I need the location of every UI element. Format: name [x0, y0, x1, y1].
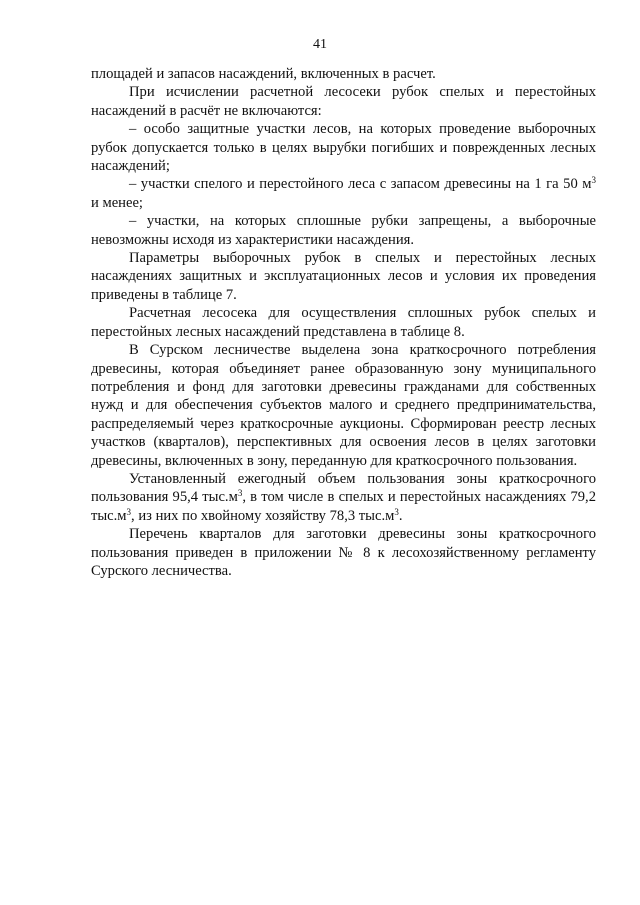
annual-volume-text-d: . — [398, 507, 403, 524]
paragraph-continuation: площадей и запасов насаждений, включенных в расчет. — [91, 66, 436, 82]
paragraph-annual-volume — [91, 470, 596, 525]
superscript-cubic: 3 — [394, 506, 399, 517]
superscript-cubic: 3 — [237, 488, 243, 499]
paragraph-exclusions-intro: При исчислении расчетной лесосеки рубок спелых и перестойных насаждений в расчёт не включаются: — [91, 84, 596, 119]
list-item-protective-areas: – особо защитные участки лесов, на которых проведение выборочных рубок допускается только в целях вырубки погибших и поврежденных лесных насаждений; — [91, 121, 596, 175]
annual-volume-text-c: , из них по хвойному хозяйству 78,3 тыс.м — [131, 507, 395, 524]
list-item-low-stock-tail: и менее; — [91, 194, 143, 211]
page-number: 41 — [313, 37, 327, 52]
list-item-low-stock-areas — [91, 175, 596, 212]
annual-volume-text-b: , в том числе в спелых и перестойных насаждениях 79,2 тыс.м — [91, 489, 597, 524]
paragraph-quarters-list: Перечень кварталов для заготовки древесины зоны краткосрочного пользования приведен в приложении № 8 к лесохозяйственному регламенту Сурского лесничества. — [91, 526, 596, 579]
paragraph-clear-cutting: Расчетная лесосека для осуществления сплошных рубок спелых и перестойных лесных насаждений представлена в таблице 8. — [91, 305, 596, 340]
paragraph-selective-cutting: Параметры выборочных рубок в спелых и перестойных лесных насаждениях защитных и эксплуатационных лесов и условия их проведения приведены в таблице 7. — [91, 250, 596, 303]
document-body — [91, 65, 596, 580]
superscript-cubic: 3 — [591, 175, 596, 186]
paragraph-short-term-zone: В Сурском лесничестве выделена зона краткосрочного потребления древесины, которая объединяет ранее образованную зону муниципального потребления и фонд для заготовки древесины гражданами для собственных нужд и для обеспечения субъектов малого и среднего предпринимательства, распределяемый через краткосрочные аукционы. Сформирован реестр лесных участков (кварталов), перспективных для освоения лесов в целях заготовки древесины, включенных в зону, переданную для краткосрочного пользования. — [91, 342, 596, 469]
superscript-cubic: 3 — [126, 506, 132, 517]
list-item-prohibited-areas: – участки, на которых сплошные рубки запрещены, а выборочные невозможны исходя из характеристики насаждения. — [91, 213, 596, 248]
list-item-low-stock-text: – участки спелого и перестойного леса с запасом древесины на 1 га 50 м — [129, 176, 592, 193]
annual-volume-text-a: Установленный ежегодный объем пользования зоны краткосрочного пользования 95,4 тыс.м — [91, 470, 596, 506]
